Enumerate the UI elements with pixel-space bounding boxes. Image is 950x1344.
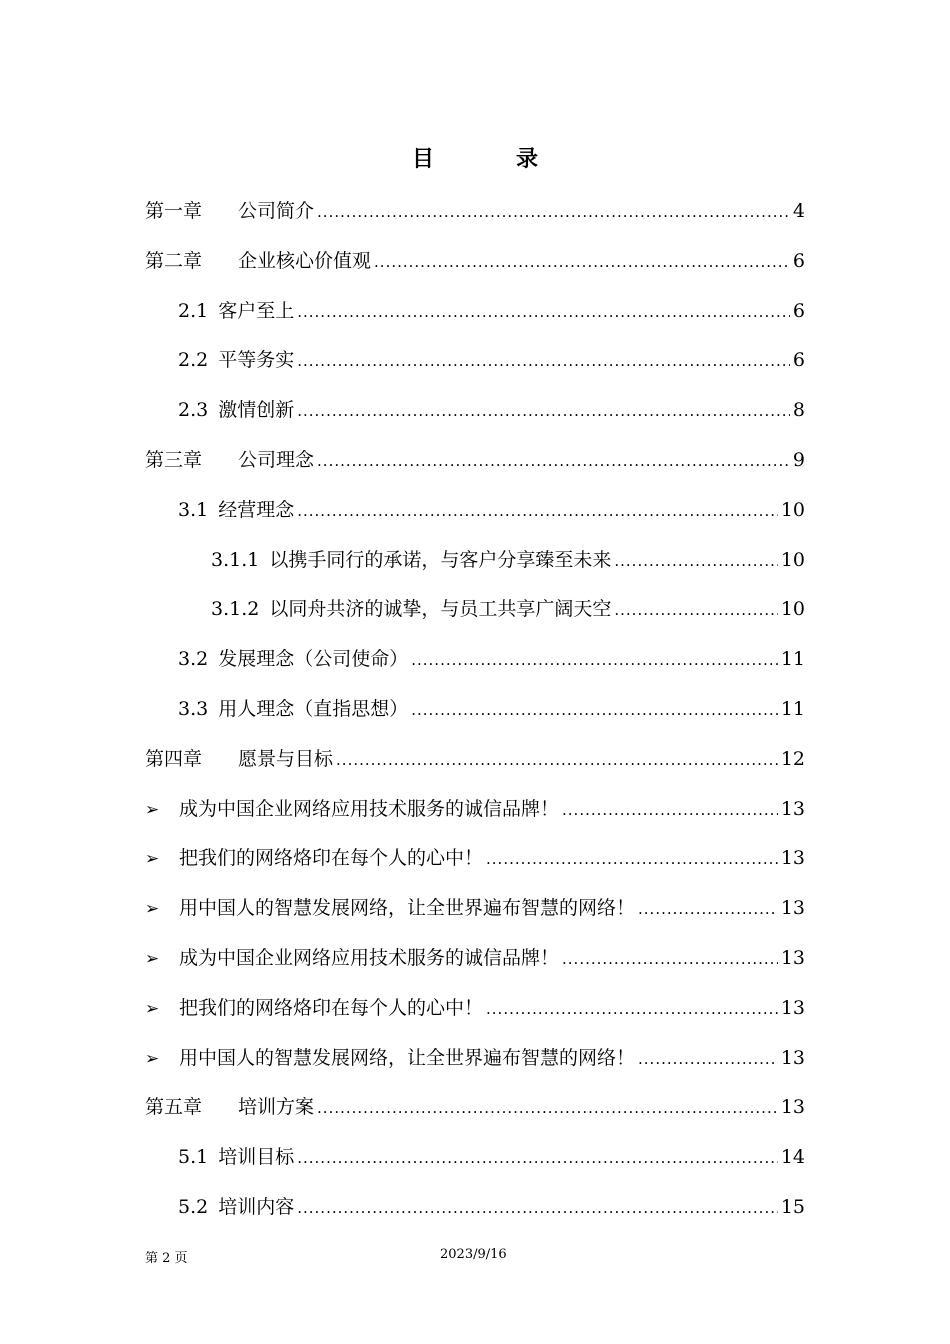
toc-entry-page: 13	[780, 797, 805, 820]
footer-date: 2023/9/16	[440, 1247, 507, 1262]
toc-dot-leader	[562, 786, 778, 836]
toc-entry-title: 用中国人的智慧发展网络，让全世界遍布智慧的网络！	[179, 897, 636, 920]
toc-entry-page: 4	[792, 200, 805, 222]
bullet-arrow-icon: ➢	[145, 899, 160, 920]
toc-dot-leader	[317, 437, 790, 487]
toc-entry[interactable]	[145, 1034, 805, 1084]
toc-dot-leader	[562, 935, 778, 985]
toc-dot-leader	[614, 586, 777, 636]
toc-dot-leader	[297, 288, 790, 338]
toc-entry-number: 3.1	[178, 498, 209, 521]
toc-entry-title: 培训内容	[218, 1195, 295, 1218]
toc-dot-leader	[297, 337, 790, 387]
toc-entry-title: 把我们的网络烙印在每个人的心中！	[179, 996, 484, 1019]
toc-entry-page: 9	[792, 448, 805, 471]
toc-entry-title: 经营理念	[218, 498, 295, 521]
toc-entry[interactable]	[145, 735, 805, 785]
toc-entry-page: 13	[780, 1046, 805, 1069]
toc-entry-page: 13	[780, 996, 805, 1019]
toc-entry-number: 2.2	[178, 349, 209, 372]
bullet-arrow-icon: ➢	[145, 948, 160, 969]
bullet-arrow-icon: ➢	[145, 1048, 160, 1069]
toc-entry-page: 8	[792, 399, 805, 422]
toc-entry[interactable]	[145, 635, 805, 685]
toc-entry-number: 3.1.1	[211, 548, 260, 571]
toc-entry[interactable]	[145, 984, 805, 1034]
toc-entry-title: 客户至上	[218, 299, 295, 322]
toc-entry-number: 第三章	[145, 448, 203, 471]
toc-entry-title: 愿景与目标	[238, 747, 334, 770]
bullet-arrow-icon: ➢	[145, 998, 160, 1019]
toc-entry-title: 平等务实	[218, 349, 295, 372]
toc-entry-page: 12	[780, 747, 805, 770]
toc-dot-leader	[297, 1134, 778, 1184]
toc-entry-page: 6	[792, 349, 805, 372]
toc-entry-title: 发展理念（公司使命）	[218, 648, 409, 671]
footer-page-number: 第 2 页	[145, 1251, 188, 1266]
toc-entry-title: 培训方案	[238, 1096, 315, 1119]
bullet-arrow-icon: ➢	[145, 799, 160, 820]
toc-entry-page: 11	[780, 697, 805, 720]
toc-entry[interactable]	[145, 1083, 805, 1133]
toc-dot-leader	[297, 487, 778, 537]
toc-entry-page: 13	[780, 946, 805, 969]
toc-entry-page: 6	[792, 249, 805, 272]
toc-entry-page: 10	[780, 598, 805, 621]
toc-dot-leader	[638, 885, 778, 935]
toc-entry-title: 以携手同行的承诺，与客户分享臻至未来	[269, 548, 612, 571]
toc-entry-number: 第五章	[145, 1096, 203, 1119]
toc-entry-title: 培训目标	[218, 1146, 295, 1169]
toc-entry[interactable]	[145, 585, 805, 635]
toc-entry[interactable]	[145, 336, 805, 386]
toc-entry-page: 6	[792, 299, 805, 322]
toc-entry-title: 成为中国企业网络应用技术服务的诚信品牌！	[179, 797, 560, 820]
toc-entry-page: 10	[780, 548, 805, 571]
toc-entry-title: 成为中国企业网络应用技术服务的诚信品牌！	[179, 946, 560, 969]
toc-entry-number: 2.3	[178, 399, 209, 422]
toc-entry-page: 13	[780, 897, 805, 920]
toc-entry[interactable]	[145, 884, 805, 934]
toc-entry[interactable]	[145, 386, 805, 436]
toc-title: 目 录	[411, 146, 568, 172]
toc-dot-leader	[486, 985, 778, 1035]
toc-dot-leader	[614, 537, 777, 587]
toc-entry-page: 10	[780, 498, 805, 521]
toc-entry-title: 公司简介	[238, 200, 315, 222]
toc-entry-page: 15	[780, 1195, 805, 1218]
toc-entry-number: 2.1	[178, 299, 209, 322]
toc-entry-page: 13	[780, 847, 805, 870]
bullet-arrow-icon: ➢	[145, 849, 160, 870]
toc-entry-number: 5.1	[178, 1146, 209, 1169]
toc-dot-leader	[317, 1084, 778, 1134]
toc-entry-title: 把我们的网络烙印在每个人的心中！	[179, 847, 484, 870]
toc-entry[interactable]	[145, 934, 805, 984]
toc-dot-leader	[411, 636, 778, 686]
toc-entry-number: 3.2	[178, 648, 209, 671]
toc-entry[interactable]	[145, 486, 805, 536]
toc-entry[interactable]	[145, 834, 805, 884]
toc-dot-leader	[411, 686, 778, 736]
toc-dot-leader	[374, 238, 790, 288]
toc-entry-number: 第四章	[145, 747, 203, 770]
toc-entry-page: 11	[780, 648, 805, 671]
toc-entry[interactable]	[145, 1183, 805, 1233]
toc-entry-number: 第一章	[145, 200, 203, 222]
toc-entry-number: 5.2	[178, 1195, 209, 1218]
toc-entry[interactable]	[145, 1133, 805, 1183]
toc-entry-title: 公司理念	[238, 448, 315, 471]
toc-entry-title: 激情创新	[218, 399, 295, 422]
table-of-contents	[145, 187, 805, 1233]
toc-entry[interactable]	[145, 785, 805, 835]
toc-entry[interactable]	[145, 436, 805, 486]
toc-entry-title: 用人理念（直指思想）	[218, 697, 409, 720]
toc-dot-leader	[638, 1035, 778, 1085]
toc-entry[interactable]	[145, 237, 805, 287]
toc-entry-title: 用中国人的智慧发展网络，让全世界遍布智慧的网络！	[179, 1046, 636, 1069]
toc-entry-number: 3.3	[178, 697, 209, 720]
toc-dot-leader	[486, 835, 778, 885]
toc-entry[interactable]	[145, 685, 805, 735]
toc-entry[interactable]	[145, 187, 805, 237]
toc-entry-number: 第二章	[145, 249, 203, 272]
toc-entry-title: 以同舟共济的诚挚，与员工共享广阔天空	[269, 598, 612, 621]
toc-entry-number: 3.1.2	[211, 598, 260, 621]
toc-entry-page: 14	[780, 1146, 805, 1169]
toc-entry[interactable]	[145, 536, 805, 586]
toc-entry-page: 13	[780, 1096, 805, 1119]
toc-entry[interactable]	[145, 287, 805, 337]
toc-dot-leader	[317, 188, 790, 238]
toc-dot-leader	[297, 1184, 778, 1234]
toc-dot-leader	[297, 387, 790, 437]
toc-dot-leader	[336, 736, 778, 786]
toc-entry-title: 企业核心价值观	[238, 249, 372, 272]
